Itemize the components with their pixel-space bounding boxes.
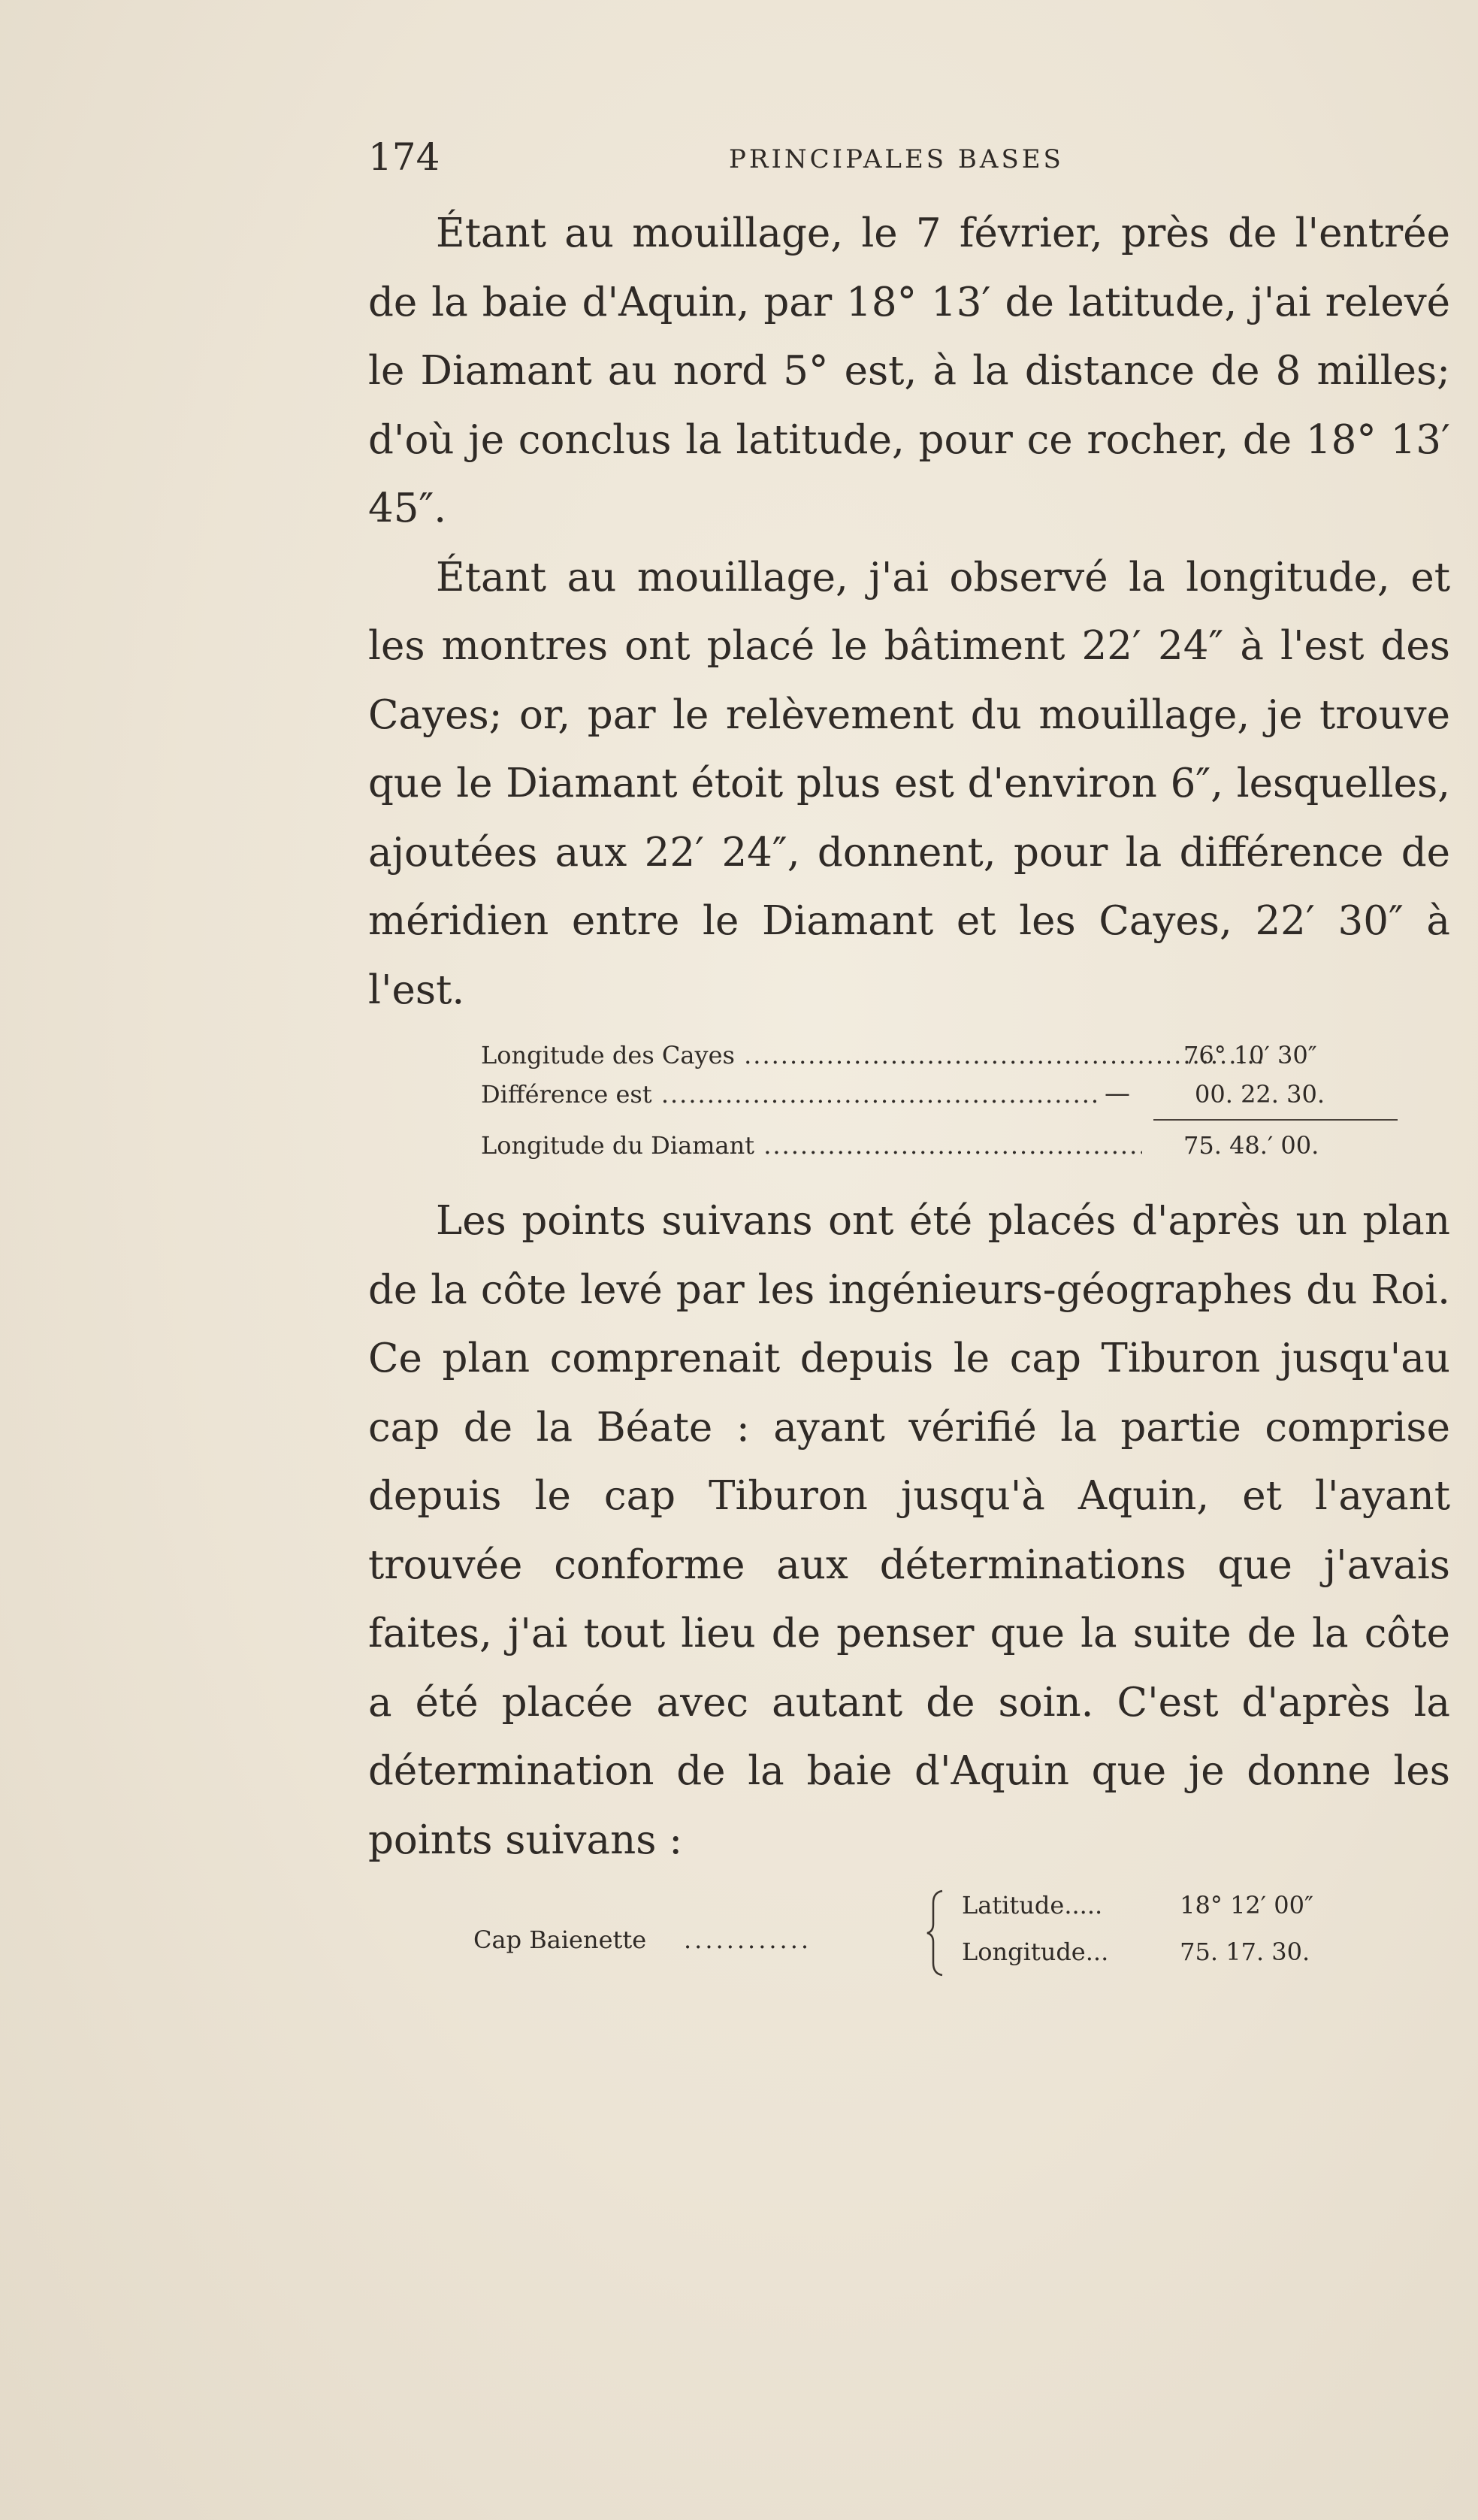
sum-rule bbox=[368, 1119, 1450, 1131]
cap-name: Cap Baienette bbox=[473, 1926, 647, 1954]
table-row bbox=[368, 1041, 1450, 1080]
table-row bbox=[368, 1080, 1450, 1119]
longitude-table bbox=[368, 1041, 1450, 1170]
cap-latitude-line bbox=[962, 1891, 1313, 1919]
cap-latitude-label: Latitude..... bbox=[962, 1891, 1103, 1919]
table-total-value: 75. 48.′ 00. bbox=[1183, 1131, 1319, 1160]
cap-longitude-label: Longitude... bbox=[962, 1938, 1109, 1966]
cap-baienette-entry bbox=[368, 1888, 1450, 1993]
text-block bbox=[368, 199, 1450, 1993]
cap-longitude-value: 75. 17. 30. bbox=[1180, 1938, 1310, 1966]
cap-dots: ............ bbox=[684, 1926, 812, 1954]
page-number: 174 bbox=[368, 135, 440, 179]
table-total-row bbox=[368, 1131, 1450, 1170]
cap-longitude-line bbox=[962, 1938, 1310, 1966]
running-head bbox=[368, 135, 1420, 188]
table-total-label: Longitude du Diamant ..... bbox=[481, 1131, 1142, 1160]
brace-icon bbox=[924, 1888, 947, 1978]
paragraph-diamant-longitude: Étant au mouillage, j'ai observé la longitude, et les montres ont placé le bâtiment 22′ 24″ à l'est des Cayes; or, par le relèvement du mouillage, je trouve que le Diamant étoit plus est d'environ 6″, lesquelles, ajoutées aux 22′ 24″, donnent, pour la différence de méridien entre le Diamant et les Cayes, 22′ 30″ à l'est. bbox=[368, 554, 1450, 1013]
table-row-label: Différence est ..... bbox=[481, 1080, 1097, 1109]
table-row-mark: — bbox=[1105, 1078, 1130, 1109]
table-row-value: 76° 10′ 30″ bbox=[1183, 1041, 1317, 1069]
running-title: PRINCIPALES BASES bbox=[729, 144, 1064, 174]
paragraph-points-suivans: Les points suivans ont été placés d'après un plan de la côte levé par les ingénieurs-géographes du Roi. Ce plan comprenait depuis le cap Tiburon jusqu'au cap de la Béate : ayant vérifié la partie comprise depuis le cap Tiburon jusqu'à Aquin, et l'ayant trouvée conforme aux déterminations que j'avais faites, j'ai tout lieu de penser que la suite de la côte a été placée avec autant de soin. C'est d'après la détermination de la baie d'Aquin que je donne les points suivans : bbox=[368, 1198, 1450, 1863]
table-row-value: 00. 22. 30. bbox=[1195, 1080, 1325, 1109]
cap-latitude-value: 18° 12′ 00″ bbox=[1180, 1891, 1313, 1919]
sum-rule-line bbox=[1153, 1119, 1398, 1121]
table-row-label: Longitude des Cayes ..... bbox=[481, 1041, 1262, 1069]
paragraph-diamant-latitude: Étant au mouillage, le 7 février, près de l'entrée de la baie d'Aquin, par 18° 13′ de latitude, j'ai relevé le Diamant au nord 5° est, à la distance de 8 milles; d'où je conclus la latitude, pour ce rocher, de 18° 13′ 45″. bbox=[368, 210, 1450, 531]
